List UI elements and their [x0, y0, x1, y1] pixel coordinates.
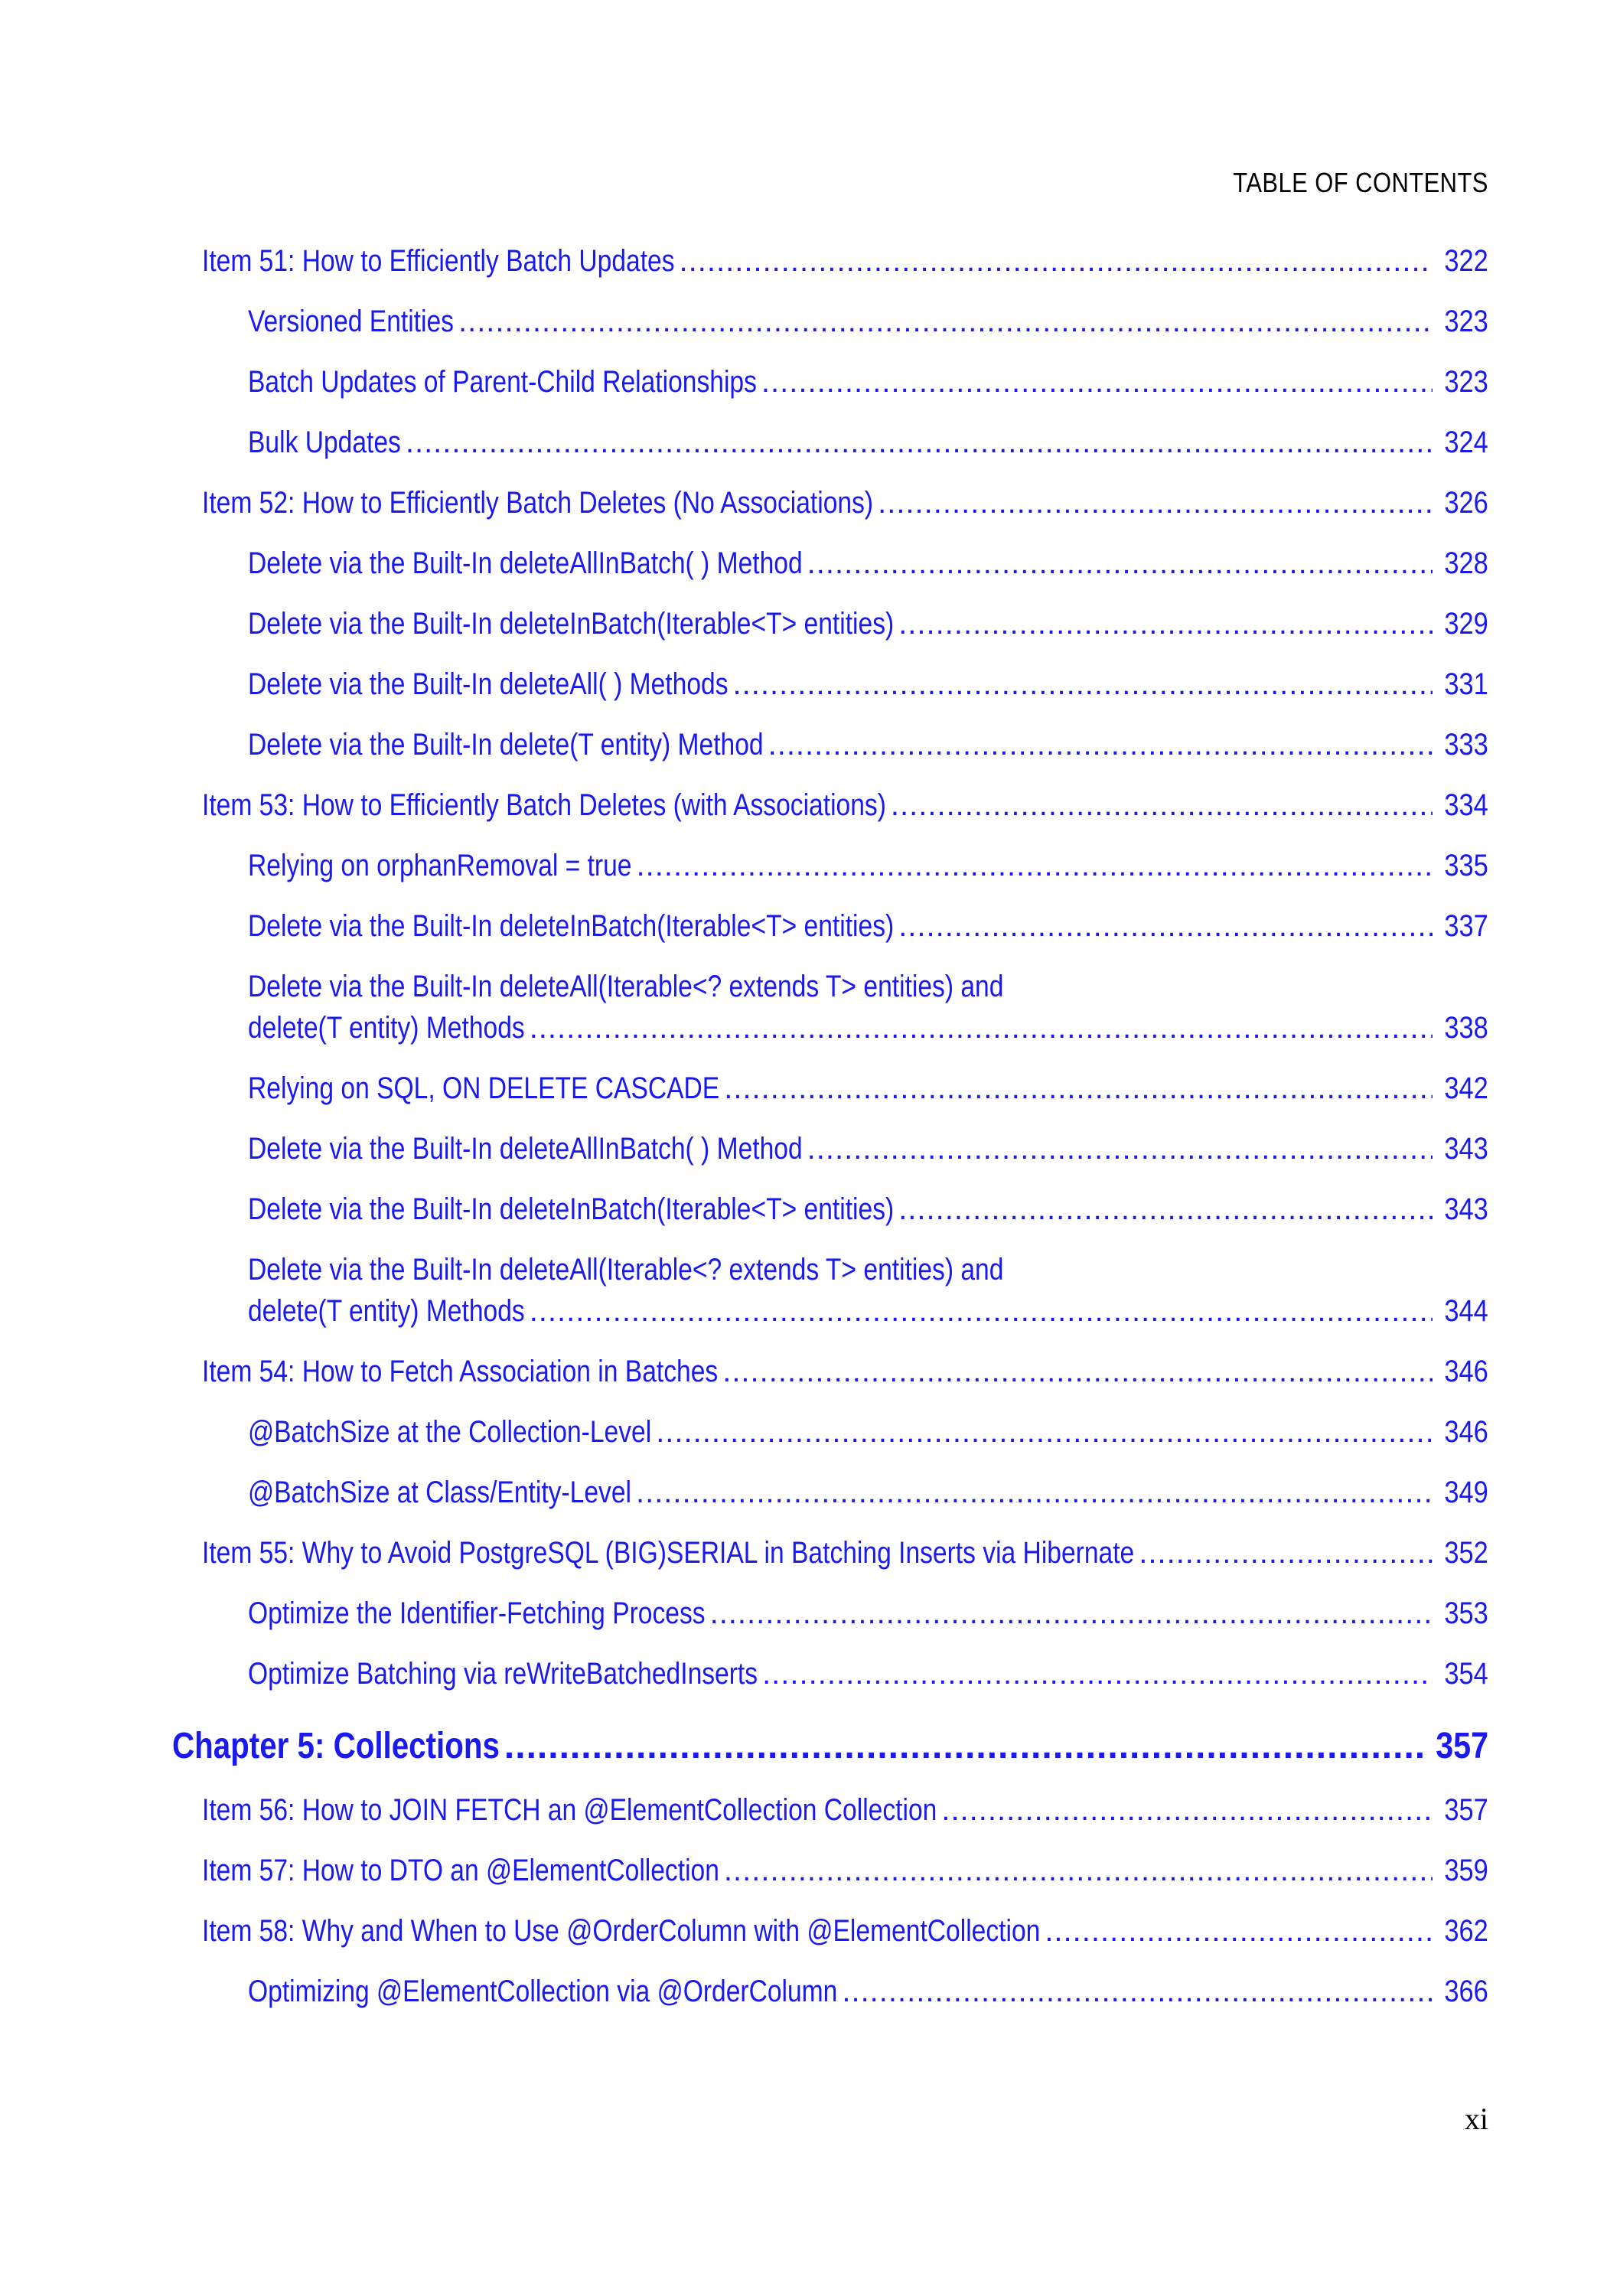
toc-page-number: 354	[1444, 1657, 1488, 1691]
toc-entry-title: Delete via the Built-In delete(T entity) Method	[248, 728, 764, 762]
toc-page-number: 359	[1444, 1854, 1488, 1887]
toc-entry-on-delete-cascade[interactable]	[248, 1068, 1488, 1109]
toc-page-number: 352	[1444, 1536, 1488, 1570]
toc-page-number: 357	[1436, 1726, 1488, 1766]
toc-entry-item-53[interactable]	[202, 784, 1488, 826]
dot-leader	[636, 1472, 1433, 1513]
toc-page-number: 357	[1444, 1793, 1488, 1827]
toc-entry-batchsize-collection-level[interactable]	[248, 1411, 1488, 1453]
toc-entry-delete-all-in-batch-2[interactable]	[248, 1128, 1488, 1169]
toc-entry-title: Item 53: How to Efficiently Batch Deletes (with Associations)	[202, 788, 886, 822]
toc-entry-title: Item 52: How to Efficiently Batch Deletes (No Associations)	[202, 486, 874, 520]
toc-page-number: 328	[1444, 546, 1488, 580]
dot-leader	[898, 603, 1433, 644]
dot-leader	[941, 1789, 1433, 1831]
dot-leader	[530, 1290, 1433, 1332]
toc-entry-bulk-updates[interactable]	[248, 422, 1488, 463]
toc-entry-title-line1: Delete via the Built-In deleteAll(Iterable<? extends T> entities) and	[248, 970, 1004, 1003]
toc-entry-title: Item 51: How to Efficiently Batch Updates	[202, 244, 675, 278]
toc-entry-delete-in-batch-iterable-3[interactable]	[248, 1189, 1488, 1230]
dot-leader	[636, 845, 1433, 886]
dot-leader	[842, 1971, 1433, 2012]
toc-entry-title: Item 57: How to DTO an @ElementCollection	[202, 1854, 719, 1887]
toc-entry-item-52[interactable]	[202, 482, 1488, 523]
toc-entry-delete-in-batch-iterable[interactable]	[248, 603, 1488, 644]
toc-page-number: 323	[1444, 305, 1488, 338]
dot-leader	[1139, 1532, 1433, 1574]
toc-entry-title: @BatchSize at the Collection-Level	[248, 1415, 652, 1449]
toc-entry-title-line1: Delete via the Built-In deleteAll(Iterable<? extends T> entities) and	[248, 1253, 1004, 1287]
toc-page-number: 353	[1444, 1596, 1488, 1630]
toc-entry-title: Item 58: Why and When to Use @OrderColumn with @ElementCollection	[202, 1914, 1041, 1948]
toc-entry-delete-all-iterable-2[interactable]	[248, 1249, 1488, 1332]
dot-leader	[406, 422, 1433, 463]
toc-page-number: 334	[1444, 788, 1488, 822]
dot-leader	[710, 1593, 1433, 1634]
toc-entry-title: Relying on SQL, ON DELETE CASCADE	[248, 1071, 720, 1105]
dot-leader	[722, 1351, 1433, 1392]
running-head: TABLE OF CONTENTS	[1233, 167, 1488, 198]
toc-entry-order-column[interactable]	[248, 1971, 1488, 2012]
toc-entry-delete-all-in-batch[interactable]	[248, 543, 1488, 584]
toc-page-number: 329	[1444, 607, 1488, 641]
toc-entry-delete-all-iterable[interactable]	[248, 966, 1488, 1049]
dot-leader	[898, 905, 1433, 947]
dot-leader	[891, 784, 1433, 826]
toc-entry-chapter-5[interactable]	[172, 1724, 1488, 1769]
toc-entry-title: delete(T entity) Methods	[248, 1294, 525, 1328]
toc-entry-delete-all-methods[interactable]	[248, 664, 1488, 705]
toc-entry-title: Delete via the Built-In deleteInBatch(Iterable<T> entities)	[248, 1192, 895, 1226]
toc-page-number: 362	[1444, 1914, 1488, 1948]
toc-page-number: 343	[1444, 1132, 1488, 1166]
toc-entry-title: Delete via the Built-In deleteAllInBatch( ) Method	[248, 546, 803, 580]
toc-entry-title: @BatchSize at Class/Entity-Level	[248, 1476, 631, 1509]
toc-page-number: 346	[1444, 1355, 1488, 1388]
toc-chapter-title: Chapter 5: Collections	[172, 1726, 500, 1766]
dot-leader	[762, 1653, 1433, 1694]
toc-page-number: 335	[1444, 849, 1488, 882]
toc-entry-item-56[interactable]	[202, 1789, 1488, 1831]
toc-entry-item-57[interactable]	[202, 1850, 1488, 1891]
toc-entry-title: Item 54: How to Fetch Association in Batches	[202, 1355, 719, 1388]
toc-entry-title: delete(T entity) Methods	[248, 1011, 525, 1045]
dot-leader	[656, 1411, 1433, 1453]
toc-entry-delete-entity-method[interactable]	[248, 724, 1488, 765]
toc-entry-title: Bulk Updates	[248, 426, 401, 459]
dot-leader	[733, 664, 1433, 705]
toc-entry-orphan-removal[interactable]	[248, 845, 1488, 886]
toc-entry-batch-updates-parent-child[interactable]	[248, 361, 1488, 403]
toc-entry-title: Optimize the Identifier-Fetching Process	[248, 1596, 706, 1630]
toc-entry-title: Optimizing @ElementCollection via @OrderColumn	[248, 1975, 838, 2008]
toc-entry-title: Item 56: How to JOIN FETCH an @ElementCollection Collection	[202, 1793, 937, 1827]
toc-page-number: 366	[1444, 1975, 1488, 2008]
dot-leader	[458, 301, 1433, 342]
dot-leader	[1045, 1910, 1433, 1952]
dot-leader	[807, 543, 1433, 584]
toc-entry-title: Batch Updates of Parent-Child Relationships	[248, 365, 757, 399]
toc-entry-item-55[interactable]	[202, 1532, 1488, 1574]
dot-leader	[898, 1189, 1433, 1230]
toc-page-number: 322	[1444, 244, 1488, 278]
dot-leader	[504, 1724, 1423, 1769]
page-number-folio: xi	[1464, 2102, 1488, 2136]
dot-leader	[530, 1007, 1433, 1049]
toc-entry-title: Delete via the Built-In deleteInBatch(Iterable<T> entities)	[248, 607, 895, 641]
toc-page-number: 343	[1444, 1192, 1488, 1226]
toc-entry-versioned-entities[interactable]	[248, 301, 1488, 342]
toc-page-number: 326	[1444, 486, 1488, 520]
toc-page-number: 338	[1444, 1011, 1488, 1045]
toc-entry-title: Versioned Entities	[248, 305, 454, 338]
toc-page-number: 344	[1444, 1294, 1488, 1328]
toc-entry-title: Item 55: Why to Avoid PostgreSQL (BIG)SERIAL in Batching Inserts via Hibernate	[202, 1536, 1135, 1570]
toc-entry-item-51[interactable]	[202, 240, 1488, 282]
toc-entry-title: Delete via the Built-In deleteInBatch(Iterable<T> entities)	[248, 909, 895, 943]
toc-entry-item-58[interactable]	[202, 1910, 1488, 1952]
toc-entry-batchsize-entity-level[interactable]	[248, 1472, 1488, 1513]
toc-entry-rewrite-batched-inserts[interactable]	[248, 1653, 1488, 1694]
toc-page-number: 324	[1444, 426, 1488, 459]
toc-entry-identifier-fetching[interactable]	[248, 1593, 1488, 1634]
dot-leader	[768, 724, 1433, 765]
dot-leader	[807, 1128, 1433, 1169]
dot-leader	[878, 482, 1433, 523]
toc-page-number: 346	[1444, 1415, 1488, 1449]
toc-entry-title: Optimize Batching via reWriteBatchedInserts	[248, 1657, 758, 1691]
dot-leader	[680, 240, 1433, 282]
toc-entry-item-54[interactable]	[202, 1351, 1488, 1392]
toc-entry-title: Delete via the Built-In deleteAll( ) Methods	[248, 667, 729, 701]
toc-page-number: 331	[1444, 667, 1488, 701]
toc-entry-delete-in-batch-iterable-2[interactable]	[248, 905, 1488, 947]
toc-page-number: 333	[1444, 728, 1488, 762]
dot-leader	[724, 1850, 1433, 1891]
toc-page-number: 349	[1444, 1476, 1488, 1509]
toc-page-number: 323	[1444, 365, 1488, 399]
toc-entry-title: Relying on orphanRemoval = true	[248, 849, 632, 882]
toc-page-number: 337	[1444, 909, 1488, 943]
dot-leader	[761, 361, 1433, 403]
toc-page-number: 342	[1444, 1071, 1488, 1105]
toc-entry-title: Delete via the Built-In deleteAllInBatch( ) Method	[248, 1132, 803, 1166]
dot-leader	[724, 1068, 1433, 1109]
